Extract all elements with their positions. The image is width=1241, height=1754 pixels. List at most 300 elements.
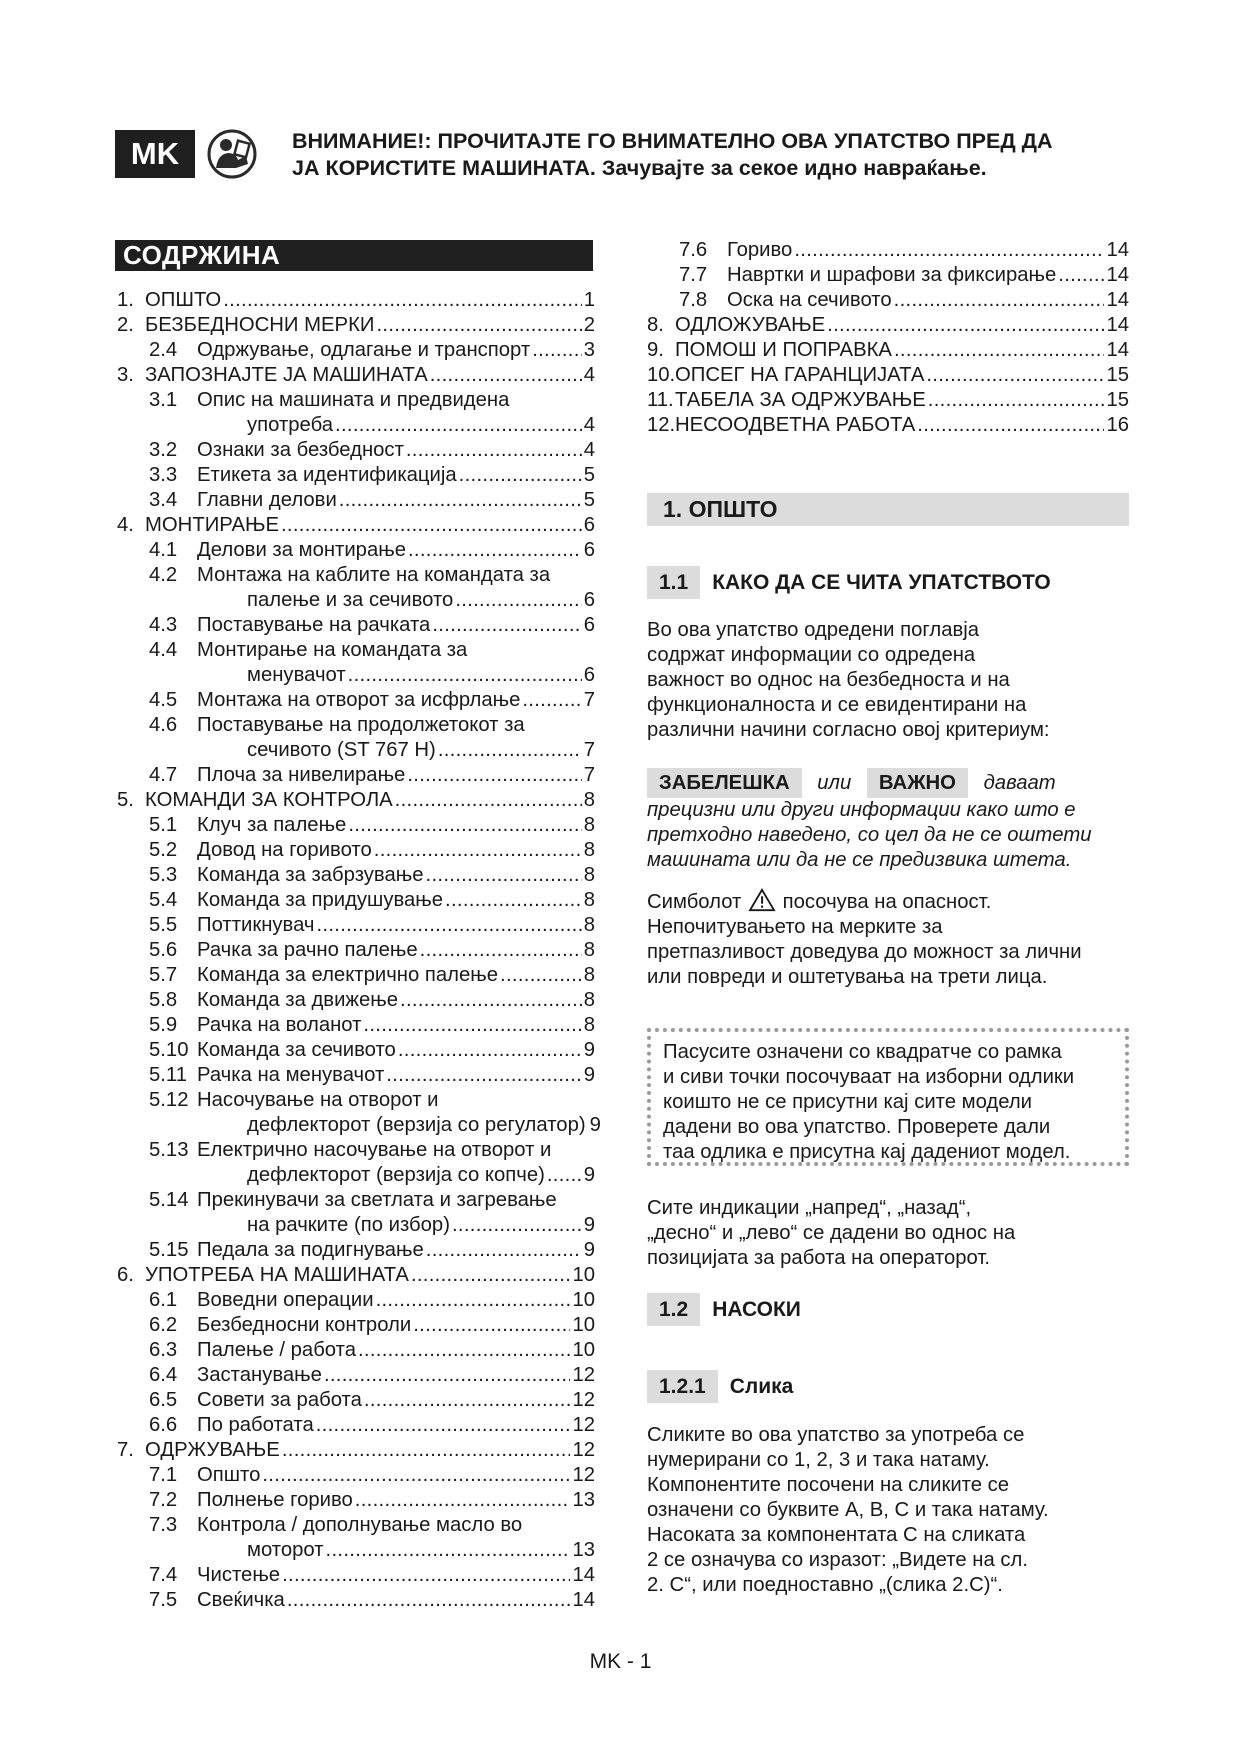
toc-entry[interactable] (117, 688, 595, 713)
toc-entry-row (197, 1238, 595, 1263)
toc-entry-number: 7.7 (679, 264, 708, 286)
toc-entry-page: 14 (1106, 339, 1129, 361)
toc-entry[interactable] (647, 413, 1129, 438)
toc-leader-dots (262, 1463, 570, 1488)
toc-entry-title: Рачка на менувачот (197, 1064, 385, 1086)
toc-leader-dots (374, 838, 582, 863)
toc-entry-title: Рачка на воланот (197, 1014, 362, 1036)
toc-entry-page: 15 (1106, 364, 1129, 386)
toc-leader-dots (316, 1413, 571, 1438)
toc-leader-dots (794, 238, 1104, 263)
subsection-number: 1.2.1 (647, 1370, 718, 1403)
toc-leader-dots (376, 1288, 571, 1313)
toc-entry-row (675, 313, 1129, 338)
toc-entry-title: Ознаки за безбедност (197, 439, 404, 461)
toc-entry-page: 12 (572, 1439, 595, 1461)
text-line: Во ова упатство одредени поглавја (647, 619, 980, 641)
toc-leader-dots (386, 1063, 581, 1088)
toc-entry-page: 1 (583, 289, 595, 311)
text-line: Сликите во ова упатство за употреба се (647, 1424, 1025, 1446)
toc-entry-row (145, 313, 595, 338)
toc-entry-title-cont: палење и за сечивото (247, 589, 454, 611)
toc-entry[interactable] (117, 1263, 595, 1288)
warning-line-1: ВНИМАНИЕ!: ПРОЧИТАЈТЕ ГО ВНИМАТЕЛНО ОВА УПАТСТВО ПРЕД ДА (292, 129, 1053, 153)
toc-entry-title: Етикета за идентификација (197, 464, 457, 486)
text-line: функционалноста и се евидентирани на (647, 694, 1027, 716)
toc-entry[interactable] (647, 288, 1129, 313)
toc-leader-dots (408, 538, 582, 563)
toc-entry[interactable] (117, 363, 595, 388)
text-line: означени со буквите А, В, С и така натаму. (647, 1499, 1049, 1521)
toc-entry-number: 7.3 (149, 1514, 178, 1536)
toc-entry[interactable] (117, 1438, 595, 1463)
toc-entry[interactable] (117, 338, 595, 363)
or-word: или (817, 772, 852, 794)
toc-entry-title: ЗАПОЗНАЈТЕ ЈА МАШИНАТА (145, 364, 428, 386)
toc-leader-dots (1058, 263, 1104, 288)
toc-entry-title: Команда за движење (197, 989, 399, 1011)
note-rest: даваат (983, 772, 1056, 794)
toc-entry-continuation (117, 1113, 601, 1138)
toc-entry-row (247, 1538, 595, 1563)
toc-entry[interactable] (117, 463, 595, 488)
toc-entry[interactable] (117, 313, 595, 338)
toc-entry-number: 6.5 (149, 1389, 178, 1411)
toc-entry-title: Поттикнувач (197, 914, 315, 936)
toc-entry-number: 6. (117, 1264, 134, 1286)
text-line: Пасусите означени со квадратче со рамка (663, 1041, 1062, 1063)
toc-entry-number: 5.11 (149, 1064, 187, 1086)
toc-entry-title: МОНТИРАЊЕ (145, 514, 279, 536)
toc-entry-number: 5.12 (149, 1089, 189, 1111)
toc-entry-title: ОДЛОЖУВАЊЕ (675, 314, 826, 336)
text-line: нумерирани со 1, 2, 3 и така натаму. (647, 1449, 990, 1471)
toc-leader-dots (364, 1388, 571, 1413)
toc-entry-number: 4.4 (149, 639, 178, 661)
toc-entry-title: Гориво (727, 239, 793, 261)
toc-entry-number: 5.6 (149, 939, 178, 961)
toc-entry-row (197, 863, 595, 888)
toc-entry[interactable] (117, 1038, 595, 1063)
toc-entry-number: 7.6 (679, 239, 708, 261)
toc-entry-row (197, 463, 595, 488)
toc-entry-page: 4 (583, 414, 595, 436)
toc-entry-number: 5.13 (149, 1139, 189, 1161)
toc-leader-dots (827, 313, 1104, 338)
figure-paragraph (647, 1423, 1137, 1598)
toc-entry-number: 5.7 (149, 964, 178, 986)
text-line: Сите индикации „напред“, „назад“, (647, 1197, 972, 1219)
toc-entry-number: 3.3 (149, 464, 178, 486)
toc-entry-title: Навртки и шрафови за фиксирање (727, 264, 1057, 286)
toc-entry-title: Опис на машината и предвидена (197, 389, 510, 411)
toc-entry-number: 4.5 (149, 689, 178, 711)
toc-entry-number: 6.4 (149, 1364, 178, 1386)
toc-entry[interactable] (117, 488, 595, 513)
toc-entry[interactable] (117, 713, 595, 738)
toc-left-column (117, 288, 601, 1613)
toc-entry-title: Оска на сечивото (727, 289, 892, 311)
toc-entry[interactable] (117, 1363, 595, 1388)
toc-entry-title: Палење / работа (197, 1339, 356, 1361)
toc-entry[interactable] (117, 288, 595, 313)
toc-leader-dots (928, 388, 1105, 413)
toc-entry-row (145, 513, 595, 538)
toc-entry-page: 3 (583, 339, 595, 361)
toc-entry-page: 7 (583, 739, 595, 761)
toc-leader-dots (281, 513, 582, 538)
toc-entry-number: 7.5 (149, 1589, 178, 1611)
text-line: Непочитувањето на мерките за (647, 916, 943, 938)
toc-entry-number: 7.2 (149, 1489, 178, 1511)
toc-leader-dots (358, 1338, 570, 1363)
subsection-heading-1-2 (647, 1293, 801, 1326)
toc-entry-title-cont: употреба (247, 414, 334, 436)
toc-entry-row (197, 1313, 595, 1338)
toc-entry-row (197, 938, 595, 963)
toc-entry-title-cont: моторот (247, 1539, 324, 1561)
toc-leader-dots (223, 288, 582, 313)
toc-entry-page: 6 (583, 589, 595, 611)
language-badge: MK (115, 130, 195, 178)
toc-entry-page: 7 (583, 764, 595, 786)
toc-entry-page: 9 (589, 1114, 601, 1136)
text-line: дадени во ова упатство. Проверете дали (663, 1116, 1051, 1138)
subsection-number: 1.2 (647, 1293, 700, 1326)
toc-entry-row (727, 288, 1129, 313)
toc-entry-number: 5.5 (149, 914, 178, 936)
toc-entry[interactable] (117, 1013, 595, 1038)
toc-entry-row (247, 1163, 595, 1188)
toc-leader-dots (445, 888, 582, 913)
toc-entry-row (197, 988, 595, 1013)
toc-entry-page: 8 (583, 939, 595, 961)
toc-entry-page: 8 (583, 889, 595, 911)
toc-entry-row (197, 1038, 595, 1063)
toc-entry[interactable] (117, 1138, 595, 1163)
toc-entry-row (145, 288, 595, 313)
toc-entry-title: Довод на горивото (197, 839, 372, 861)
toc-entry-page: 8 (583, 989, 595, 1011)
toc-entry-row (197, 688, 595, 713)
text-line: таа одлика е присутна кај дадениот модел. (663, 1141, 1071, 1163)
symbol-paragraph (647, 888, 1137, 990)
toc-entry-title: ПОМОШ И ПОПРАВКА (675, 339, 892, 361)
toc-leader-dots (406, 438, 582, 463)
text-line: 2 се означува со изразот: „Видете на сл. (647, 1549, 1028, 1571)
toc-entry-row (197, 1563, 595, 1588)
toc-entry-page: 14 (1106, 264, 1129, 286)
toc-entry-number: 2.4 (149, 339, 178, 361)
toc-entry-page: 9 (583, 1214, 595, 1236)
toc-entry[interactable] (117, 1463, 595, 1488)
toc-entry-number: 4.6 (149, 714, 178, 736)
toc-entry[interactable] (117, 613, 595, 638)
toc-entry-page: 8 (583, 789, 595, 811)
toc-entry[interactable] (647, 263, 1129, 288)
toc-entry-number: 3. (117, 364, 134, 386)
toc-entry-number: 5. (117, 789, 134, 811)
toc-entry-row (197, 888, 595, 913)
toc-entry-row (247, 588, 595, 613)
toc-entry[interactable] (117, 888, 595, 913)
toc-entry-row (197, 1488, 595, 1513)
toc-entry-page: 6 (583, 614, 595, 636)
toc-leader-dots (894, 288, 1105, 313)
toc-entry[interactable] (117, 1238, 595, 1263)
toc-leader-dots (500, 963, 582, 988)
toc-entry-continuation (117, 738, 595, 763)
toc-leader-dots (432, 613, 581, 638)
toc-leader-dots (316, 913, 581, 938)
toc-entry-title: Општо (197, 1464, 261, 1486)
toc-entry-page: 9 (583, 1239, 595, 1261)
toc-entry-title-cont: дефлекторот (верзија со копче) (247, 1164, 545, 1186)
symbol-before-text: Симболот (647, 891, 742, 913)
text-line: претпазливост доведува до можност за лични (647, 941, 1082, 963)
warning-triangle-icon (747, 888, 777, 912)
toc-entry-title: Плоча за нивелирање (197, 764, 406, 786)
toc-entry-number: 6.2 (149, 1314, 178, 1336)
toc-entry-page: 10 (572, 1289, 595, 1311)
subsection-heading-1-2-1 (647, 1370, 793, 1403)
toc-entry[interactable] (117, 763, 595, 788)
toc-entry-page: 10 (572, 1314, 595, 1336)
subsection-title: Слика (729, 1374, 794, 1398)
text-line: содржат информации со одредена (647, 644, 976, 666)
toc-entry-page: 14 (1106, 239, 1129, 261)
toc-entry[interactable] (117, 1413, 595, 1438)
toc-entry-page: 8 (583, 864, 595, 886)
subsection-title: КАКО ДА СЕ ЧИТА УПАТСТВОТО (712, 570, 1051, 594)
toc-leader-dots (426, 1238, 582, 1263)
toc-entry-number: 5.8 (149, 989, 178, 1011)
toc-entry-number: 7.8 (679, 289, 708, 311)
toc-entry[interactable] (117, 563, 595, 588)
toc-entry[interactable] (117, 913, 595, 938)
toc-leader-dots (395, 788, 582, 813)
page-number: MK - 1 (589, 1650, 652, 1673)
toc-leader-dots (926, 363, 1104, 388)
toc-entry-row (247, 413, 595, 438)
toc-entry-title: Клуч за палење (197, 814, 347, 836)
toc-entry-number: 7. (117, 1439, 134, 1461)
toc-entry-number: 6.1 (149, 1289, 178, 1311)
toc-entry[interactable] (647, 238, 1129, 263)
note-paragraph (647, 768, 1137, 873)
toc-leader-dots (547, 1163, 582, 1188)
toc-entry[interactable] (647, 338, 1129, 363)
toc-entry-title-cont: на рачките (по избор) (247, 1214, 450, 1236)
toc-entry[interactable] (117, 813, 595, 838)
toc-entry-title: Монтажа на отворот за исфрлање (197, 689, 521, 711)
toc-entry[interactable] (117, 1313, 595, 1338)
toc-entry-number: 7.4 (149, 1564, 178, 1586)
toc-entry-title: Поставување на продолжетокот за (197, 714, 525, 736)
toc-entry-row (247, 1113, 601, 1138)
toc-entry-number: 5.15 (149, 1239, 189, 1261)
toc-entry-title-cont: менувачот (247, 664, 346, 686)
toc-leader-dots (287, 1588, 571, 1613)
toc-entry-title: Свеќичка (197, 1589, 285, 1611)
text-line: важност во однос на безбедноста и на (647, 669, 1010, 691)
toc-entry[interactable] (117, 938, 595, 963)
toc-entry-title-cont: сечивото (ST 767 H) (247, 739, 436, 761)
toc-entry-title: Педала за подигнување (197, 1239, 424, 1261)
toc-entry[interactable] (117, 438, 595, 463)
toc-entry-continuation (117, 588, 595, 613)
toc-entry-title: БЕЗБЕДНОСНИ МЕРКИ (145, 314, 375, 336)
toc-entry-title: Монтирање на командата за (197, 639, 468, 661)
toc-entry-page: 16 (1106, 414, 1129, 436)
toc-entry-title: Монтажа на каблите на командата за (197, 564, 551, 586)
toc-entry[interactable] (117, 1088, 595, 1113)
toc-entry-row (197, 1063, 595, 1088)
toc-entry[interactable] (117, 1288, 595, 1313)
toc-leader-dots (411, 1263, 571, 1288)
toc-leader-dots (282, 1438, 571, 1463)
toc-entry[interactable] (117, 1188, 595, 1213)
toc-entry[interactable] (117, 963, 595, 988)
toc-entry-title: Рачка за рачно палење (197, 939, 418, 961)
toc-entry[interactable] (117, 1338, 595, 1363)
toc-entry-row (675, 388, 1129, 413)
toc-entry-title: Прекинувачи за светлата и загревање (197, 1189, 557, 1211)
toc-entry-row (675, 363, 1129, 388)
toc-entry-continuation (117, 663, 595, 688)
toc-entry-continuation (117, 1538, 595, 1563)
toc-entry-number: 4.1 (149, 539, 178, 561)
toc-entry-row (197, 838, 595, 863)
toc-entry-page: 13 (572, 1489, 595, 1511)
toc-entry-number: 2. (117, 314, 134, 336)
toc-leader-dots (426, 863, 582, 888)
toc-entry-row (197, 488, 595, 513)
important-tag: ВАЖНО (867, 768, 968, 798)
toc-entry-row (675, 413, 1129, 438)
text-line: претходно наведено, со цел да не се оштети (647, 824, 1092, 846)
toc-entry-page: 5 (583, 464, 595, 486)
toc-entry-page: 8 (583, 914, 595, 936)
toc-entry[interactable] (117, 1513, 595, 1538)
toc-entry[interactable] (117, 1388, 595, 1413)
toc-entry-page: 9 (583, 1064, 595, 1086)
text-line: коишто не се присутни кај сите модели (663, 1091, 1033, 1113)
toc-entry-title: ОПСЕГ НА ГАРАНЦИЈАТА (675, 364, 925, 386)
toc-entry-row (727, 263, 1129, 288)
toc-leader-dots (407, 763, 581, 788)
toc-entry-row (197, 1588, 595, 1613)
toc-entry[interactable] (117, 863, 595, 888)
direction-paragraph (647, 1196, 1137, 1271)
toc-entry[interactable] (117, 1488, 595, 1513)
toc-entry[interactable] (117, 388, 595, 413)
toc-entry-page: 6 (583, 664, 595, 686)
toc-entry-title: Застанување (197, 1364, 322, 1386)
toc-entry-row (197, 338, 595, 363)
toc-entry-number: 4.7 (149, 764, 178, 786)
toc-entry-page: 14 (1106, 314, 1129, 336)
toc-leader-dots (455, 588, 581, 613)
toc-entry-page: 6 (583, 514, 595, 536)
toc-entry-row (197, 1013, 595, 1038)
toc-entry-page: 15 (1106, 389, 1129, 411)
toc-entry-title: ОДРЖУВАЊЕ (145, 1439, 280, 1461)
toc-entry-number: 9. (647, 339, 664, 361)
toc-entry[interactable] (117, 513, 595, 538)
toc-entry[interactable] (117, 638, 595, 663)
toc-entry-page: 9 (583, 1164, 595, 1186)
toc-entry-title: Делови за монтирање (197, 539, 406, 561)
toc-entry-title: Команда за забрзување (197, 864, 424, 886)
toc-entry[interactable] (647, 313, 1129, 338)
toc-entry-row (197, 1463, 595, 1488)
toc-entry-row (145, 363, 595, 388)
text-line: 2. С“, или поедноставно „(слика 2.С)“. (647, 1574, 1003, 1596)
toc-entry-number: 5.4 (149, 889, 178, 911)
toc-entry-continuation (117, 413, 595, 438)
toc-entry-row (197, 763, 595, 788)
toc-entry-number: 5.1 (149, 814, 178, 836)
toc-entry-title: Команда за сечивото (197, 1039, 396, 1061)
toc-entry[interactable] (647, 388, 1129, 413)
intro-paragraph (647, 618, 1137, 743)
warning-line-2: ЈА КОРИСТИТЕ МАШИНАТА. Зачувајте за секое идно навраќање. (292, 156, 987, 180)
symbol-after-text: посочува на опасност. (782, 891, 992, 913)
toc-leader-dots (413, 1313, 570, 1338)
toc-heading: СОДРЖИНА (115, 240, 593, 271)
text-line: прецизни или други информации како што е (647, 799, 1076, 821)
toc-entry-page: 8 (583, 814, 595, 836)
toc-entry-number: 3.1 (149, 389, 178, 411)
toc-leader-dots (339, 488, 582, 513)
toc-entry-title: НЕСООДВЕТНА РАБОТА (675, 414, 916, 436)
toc-entry-page: 2 (583, 314, 595, 336)
toc-entry-title: ОПШТО (145, 289, 222, 311)
toc-entry-title-cont: дефлекторот (верзија со регулатор) (247, 1114, 586, 1136)
toc-entry-row (197, 1388, 595, 1413)
toc-entry[interactable] (117, 788, 595, 813)
toc-entry[interactable] (117, 538, 595, 563)
symbol-line (647, 888, 1137, 915)
toc-entry-title: Воведни операции (197, 1289, 374, 1311)
text-line: Насоката за компонентата С на сликата (647, 1524, 1026, 1546)
toc-entry-row (197, 963, 595, 988)
toc-entry[interactable] (117, 988, 595, 1013)
toc-entry-page: 10 (572, 1339, 595, 1361)
toc-entry-row (197, 913, 595, 938)
toc-entry[interactable] (647, 363, 1129, 388)
toc-entry-page: 4 (583, 364, 595, 386)
toc-entry-row (145, 1263, 595, 1288)
toc-entry-page: 9 (583, 1039, 595, 1061)
toc-entry[interactable] (117, 838, 595, 863)
toc-leader-dots (376, 313, 581, 338)
toc-entry-row (197, 1288, 595, 1313)
toc-entry-page: 12 (572, 1464, 595, 1486)
toc-entry[interactable] (117, 1563, 595, 1588)
toc-entry-page: 8 (583, 1014, 595, 1036)
toc-entry-number: 3.4 (149, 489, 178, 511)
toc-entry[interactable] (117, 1588, 595, 1613)
toc-entry[interactable] (117, 1063, 595, 1088)
toc-entry-title: УПОТРЕБА НА МАШИНАТА (145, 1264, 409, 1286)
toc-leader-dots (348, 813, 581, 838)
toc-leader-dots (324, 1363, 571, 1388)
toc-entry-title: Поставување на рачката (197, 614, 431, 636)
toc-entry-title: Полнење гориво (197, 1489, 353, 1511)
note-tag: ЗАБЕЛЕШКА (647, 768, 802, 798)
